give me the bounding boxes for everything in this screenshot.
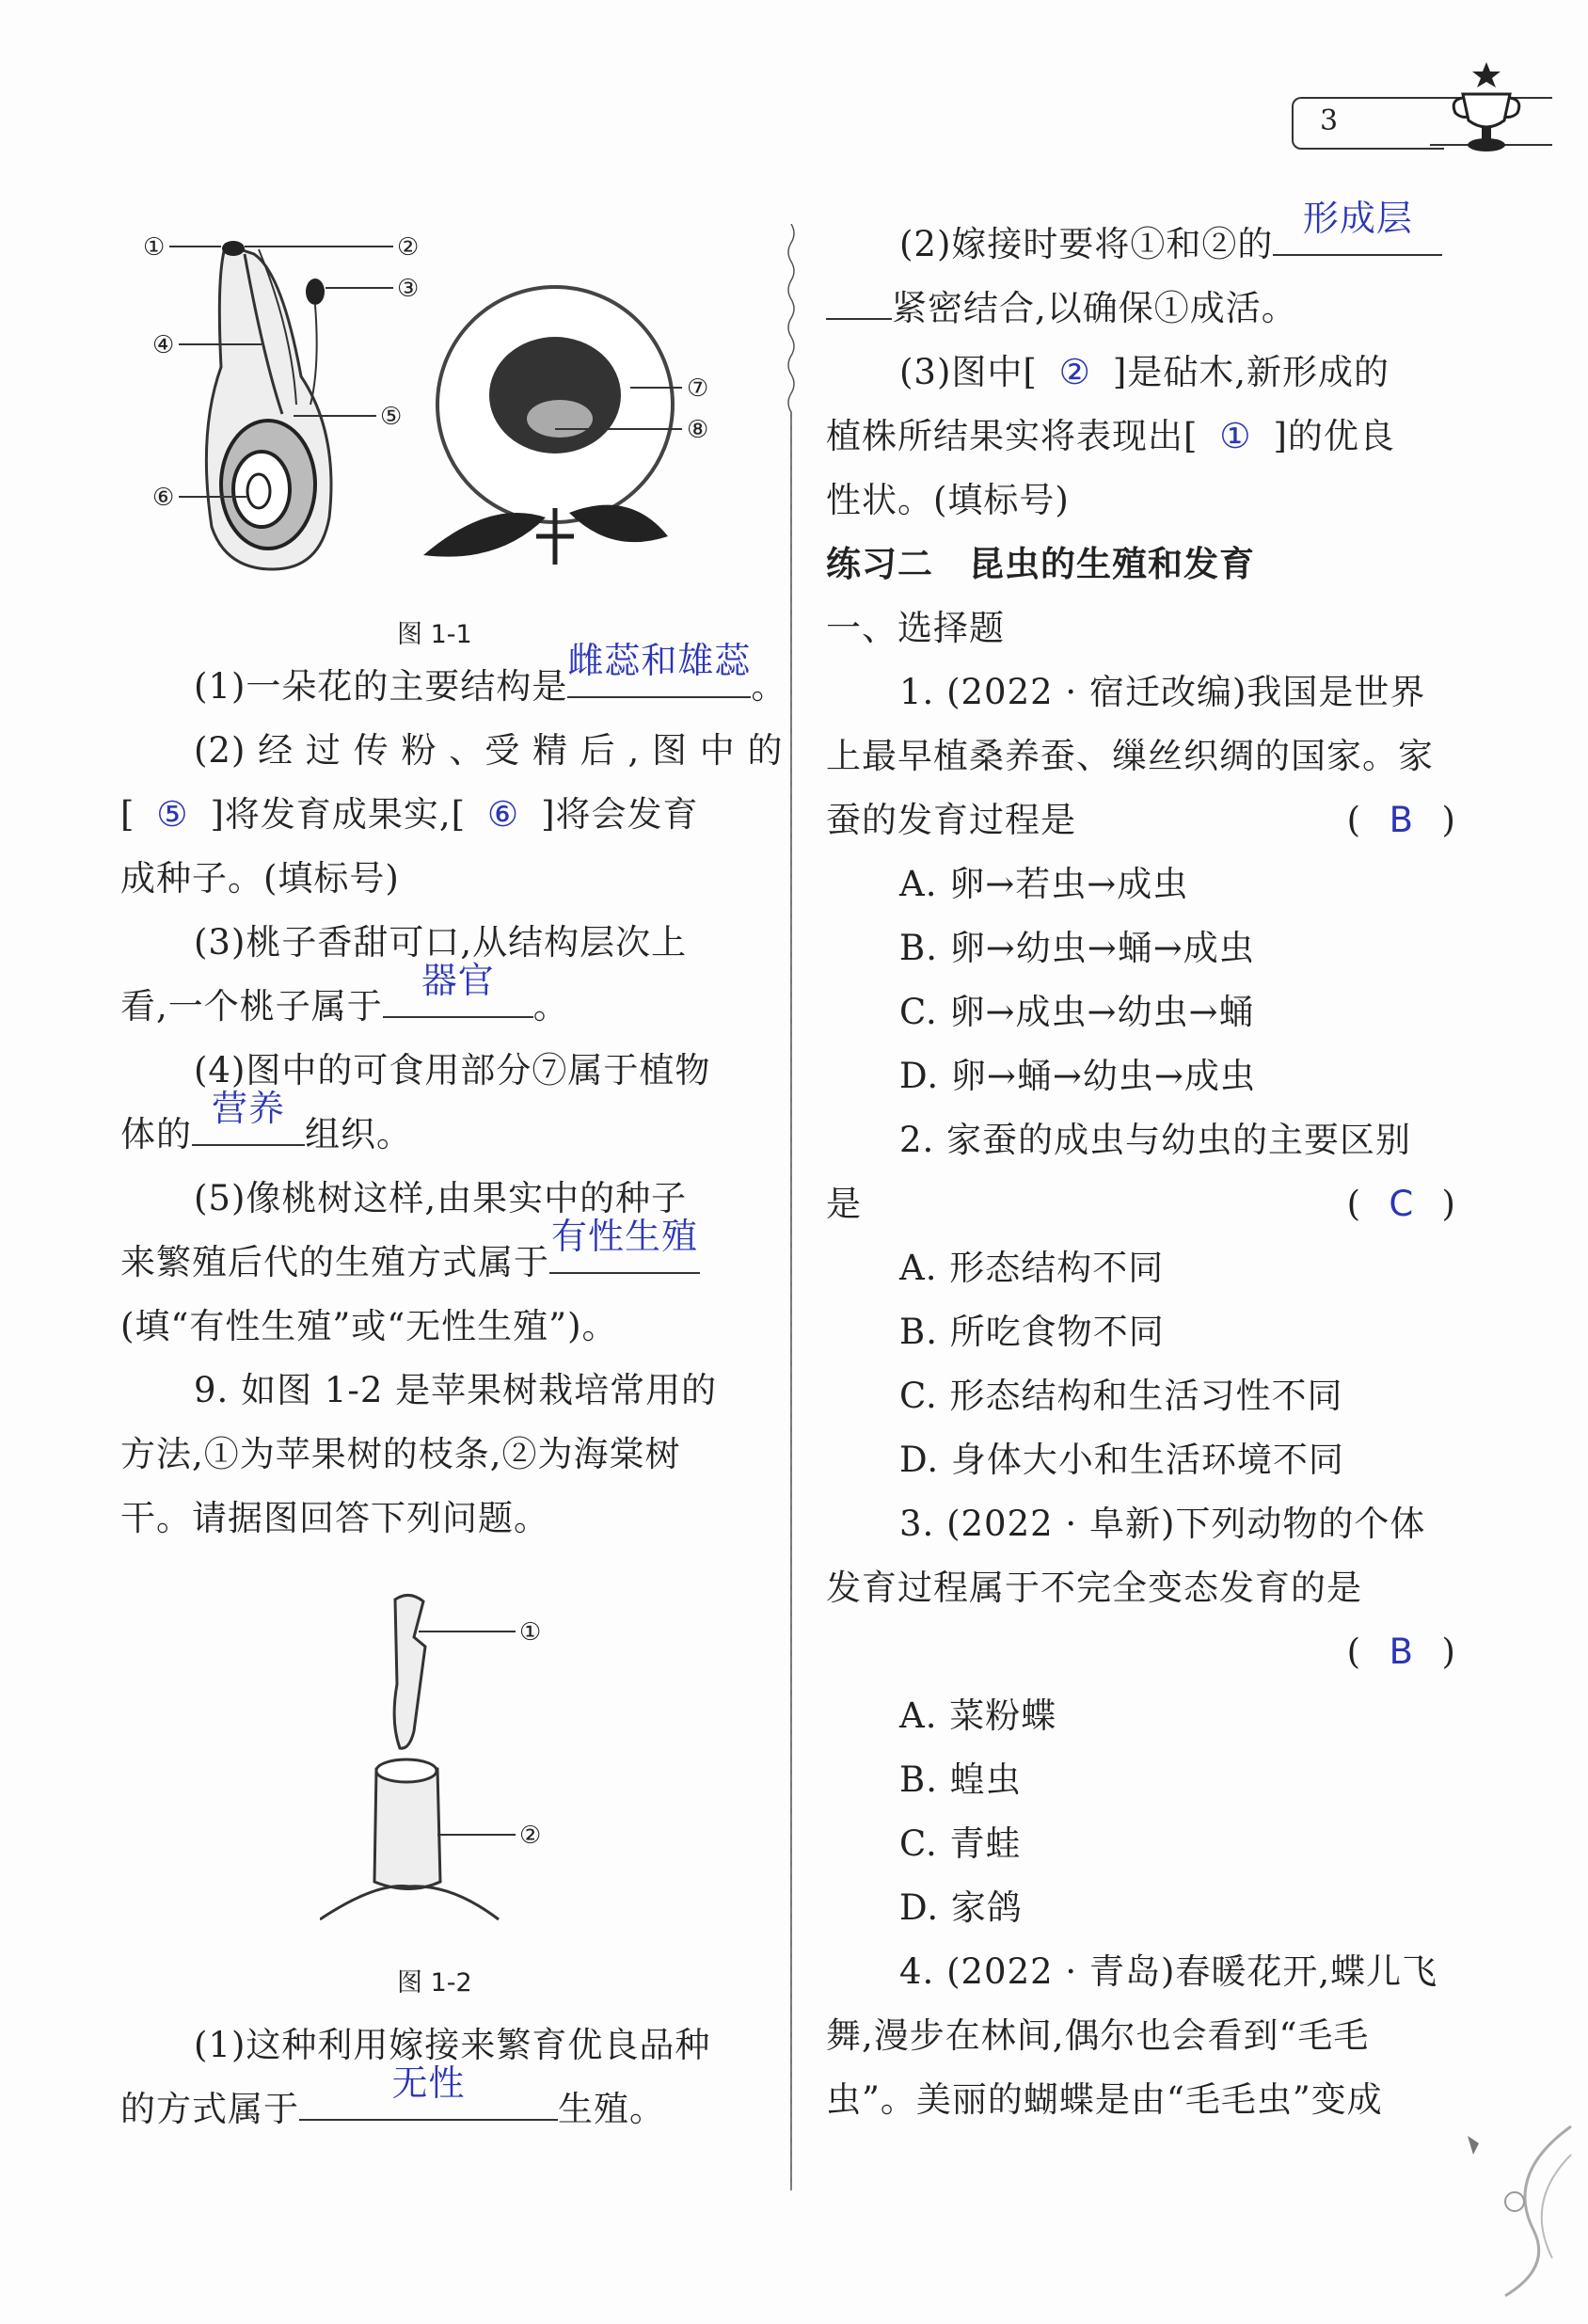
q8-5-line1: (5)像桃树这样,由果实中的种子: [194, 1178, 688, 1218]
leaf-drawing: [569, 505, 668, 542]
left-column-q8: [120, 640, 787, 1551]
q1-answer: B: [1389, 800, 1414, 840]
q1-answer-bracket: ( B ): [1347, 788, 1456, 852]
fig1-label-1: ①: [143, 233, 166, 262]
q3-answer-bracket: ( B ): [1347, 1620, 1456, 1684]
fig1-label-2: ②: [397, 233, 420, 262]
left-column-q9-1: [120, 2014, 779, 2141]
q3-line1: 3. (2022 · 阜新)下列动物的个体: [899, 1504, 1426, 1544]
fig1-label-7: ⑦: [687, 374, 709, 403]
q3-option-c: C. 青蛙: [899, 1823, 1022, 1864]
q3-answer-line: [826, 1620, 1456, 1684]
q9-1-answer-blank: [299, 2062, 558, 2121]
ground-drawing: [320, 1886, 499, 1919]
q9-3-answer-b: ①: [1219, 416, 1252, 456]
fig1-label-6: ⑥: [152, 484, 175, 512]
q9-3-answer-a: ②: [1058, 352, 1091, 392]
q8-4-line2: 体的 营养 组织。: [120, 1103, 779, 1167]
q1-line1: 1. (2022 · 宿迁改编)我国是世界: [899, 672, 1426, 712]
figure-1-2: [320, 1581, 659, 1938]
q4-line1: 4. (2022 · 青岛)春暖花开,蝶儿飞: [899, 1951, 1438, 1992]
q8-3-answer: 器官: [421, 960, 495, 1001]
q1-option-d: D. 卵→蛹→幼虫→成虫: [899, 1056, 1256, 1096]
q8-2-answer-a: ⑤: [156, 794, 189, 835]
q4-line3: 虫”。美丽的蝴蝶是由“毛毛虫”变成: [826, 2079, 1383, 2120]
q1-option-c: C. 卵→成虫→幼虫→蛹: [899, 992, 1255, 1032]
stigma-drawing: [222, 241, 245, 256]
q9-2-answer: 形成层: [1302, 198, 1413, 239]
q1-option-b: B. 卵→幼虫→蛹→成虫: [899, 928, 1255, 968]
q9-3-line2: 植株所结果实将表现出[ ① ]的优良: [826, 405, 1456, 469]
leaf-drawing: [423, 513, 546, 557]
q8-5-line2: 来繁殖后代的生殖方式属于 有性生殖: [120, 1231, 779, 1295]
scion-drawing: [394, 1595, 425, 1748]
q2-option-b: B. 所吃食物不同: [899, 1312, 1165, 1352]
subsection-title: 一、选择题: [826, 608, 1005, 648]
q2-option-d: D. 身体大小和生活环境不同: [899, 1440, 1344, 1480]
q9-1-answer: 无性: [391, 2062, 466, 2104]
figure-1-1: [141, 216, 753, 593]
q2-option-c: C. 形态结构和生活习性不同: [899, 1376, 1343, 1416]
q9-2-line2: 紧密结合,以确保①成活。: [826, 277, 1456, 341]
fig1-label-8: ⑧: [687, 416, 709, 444]
q3-option-d: D. 家鸽: [899, 1887, 1023, 1928]
q8-3-answer-blank: [383, 960, 533, 1018]
peach-seed-drawing: [527, 400, 593, 438]
q8-2-line2: [ ⑤ ]将发育成果实,[ ⑥ ]将会发育: [120, 783, 779, 847]
q9-line2: 方法,①为苹果树的枝条,②为海棠树: [120, 1434, 681, 1474]
right-column: [826, 198, 1456, 2132]
q9-3-line1: (3)图中[ ② ]是砧木,新形成的: [826, 341, 1456, 405]
q9-line1: 9. 如图 1-2 是苹果树栽培常用的: [194, 1370, 718, 1410]
q4-line2: 舞,漫步在林间,偶尔也会看到“毛毛: [826, 2015, 1370, 2056]
q9-2-line1: (2)嫁接时要将①和②的 形成层: [826, 213, 1456, 277]
q9-line3: 干。请据图回答下列问题。: [120, 1498, 549, 1538]
corner-flourish-icon: [1449, 2117, 1580, 2305]
ovule-drawing: [233, 452, 290, 527]
q9-1-line1: (1)这种利用嫁接来繁育优良品种: [194, 2025, 711, 2065]
q9-1-line2: 的方式属于 无性 生殖。: [120, 2077, 779, 2141]
q1-line2: 上最早植桑养蚕、缫丝织绸的国家。家: [826, 736, 1434, 776]
section-title: 练习二 昆虫的生殖和发育: [826, 544, 1255, 584]
q8-1: (1)一朵花的主要结构是 雌蕊和雄蕊 。: [120, 655, 779, 719]
q8-4-line1: (4)图中的可食用部分⑦属于植物: [194, 1050, 711, 1090]
fig1-label-3: ③: [397, 275, 420, 303]
q8-4-answer-blank: [192, 1088, 305, 1146]
q8-2-line1: (2) 经 过 传 粉 、受 精 后 , 图 中 的: [194, 730, 784, 771]
q8-1-answer: 雌蕊和雄蕊: [567, 640, 752, 681]
column-divider: [785, 224, 798, 2190]
figure-1-1-caption: 图 1-1: [397, 620, 472, 649]
q3-line2: 发育过程属于不完全变态发育的是: [826, 1568, 1362, 1608]
q1-line3: 蚕的发育过程是 ( B ): [826, 788, 1456, 852]
q8-2-line3: 成种子。(填标号): [120, 858, 400, 899]
anther-drawing: [306, 279, 325, 305]
q2-answer: C: [1389, 1184, 1415, 1224]
q8-5-answer-blank: [549, 1216, 700, 1274]
q1-option-a: A. 卵→若虫→成虫: [899, 864, 1189, 904]
q8-2-answer-b: ⑥: [486, 794, 520, 835]
fig2-label-2: ②: [519, 1822, 542, 1850]
q2-option-a: A. 形态结构不同: [899, 1248, 1165, 1288]
q3-option-a: A. 菜粉蝶: [899, 1695, 1057, 1736]
q9-3-line3: 性状。(填标号): [826, 480, 1070, 520]
q9-2-answer-blank: [1273, 198, 1442, 256]
q8-3-line2: 看,一个桃子属于 器官 。: [120, 975, 779, 1039]
page-number: 3: [1320, 104, 1339, 137]
q2-answer-bracket: ( C ): [1347, 1172, 1456, 1236]
q2-line2: 是 ( C ): [826, 1172, 1456, 1236]
trophy-icon: [1444, 58, 1529, 157]
fig1-label-4: ④: [152, 331, 175, 359]
q3-option-b: B. 蝗虫: [899, 1759, 1022, 1800]
q8-3-line1: (3)桃子香甜可口,从结构层次上: [194, 922, 688, 963]
page-number-tab: [1292, 97, 1444, 150]
q2-line1: 2. 家蚕的成虫与幼虫的主要区别: [899, 1120, 1412, 1160]
q8-5-line3: (填“有性生殖”或“无性生殖”)。: [120, 1306, 618, 1346]
q8-4-answer: 营养: [211, 1088, 285, 1129]
q8-1-answer-blank: [567, 640, 752, 698]
figure-1-2-caption: 图 1-2: [397, 1968, 472, 1998]
fig1-label-5: ⑤: [380, 403, 403, 431]
q3-answer: B: [1389, 1632, 1414, 1672]
q8-5-answer: 有性生殖: [550, 1216, 698, 1257]
fig2-label-1: ①: [519, 1618, 542, 1647]
